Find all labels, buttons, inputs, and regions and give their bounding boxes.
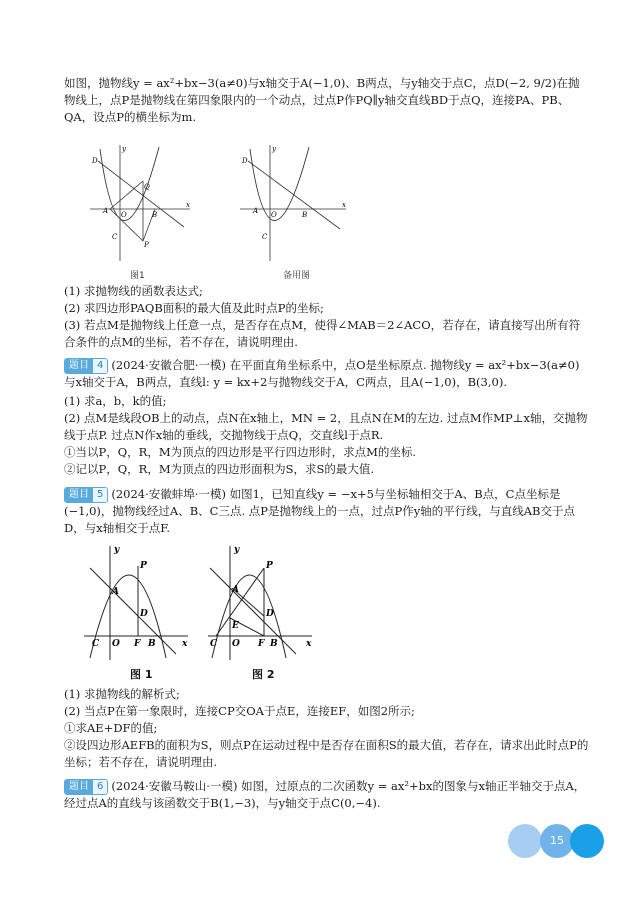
problem3-question-1: (1) 求抛物线的函数表达式;	[64, 284, 203, 298]
problem3-figure-2-caption: 备用图	[283, 271, 311, 281]
label-d: D	[92, 157, 98, 165]
problem3-figure-1-caption: 图1	[130, 271, 145, 281]
problem5-figure-1	[80, 542, 192, 662]
label-c: C	[112, 233, 118, 241]
problem5-question-2: (2) 当点P在第一象限时，连接CP交OA于点E，连接EF，如图2所示;	[64, 704, 415, 718]
problem5-question-2b: ②设四边形AEFB的面积为S，则点P在运动过程中是否存在面积S的最大值，若存在，请求出此时点P的坐标；若不存在，请说明理由.	[64, 738, 589, 769]
label-o: O	[232, 639, 240, 649]
label-x: x	[306, 639, 312, 649]
problem3-figure-2	[236, 143, 352, 265]
label-y: y	[272, 145, 276, 153]
label-b: B	[302, 211, 308, 219]
problem3-question-3: (3) 若点M是抛物线上任意一点，是否存在点M，使得∠MAB＝2∠ACO，若存在，请直接写出所有符合条件的点M的坐标，若不存在，请说明理由.	[64, 318, 581, 349]
page-number: 15	[550, 834, 564, 847]
line-ab	[210, 568, 296, 654]
label-o: O	[121, 211, 127, 219]
label-d: D	[140, 609, 148, 619]
label-c: C	[210, 639, 218, 649]
label-y: y	[234, 545, 240, 555]
label-d: D	[242, 157, 248, 165]
label-x: x	[186, 201, 190, 209]
problem5-question-1: (1) 求抛物线的解析式;	[64, 687, 180, 701]
problem5-intro: 题目 5 (2024·安徽蚌埠·一模) 如图1，已知直线y = −x+5与坐标轴相交于A、B点，C点坐标是(−1,0)，抛物线经过A、B、C三点. 点P是抛物线上的一点，过点P作y轴的平行线，与直线AB交于点D，与x轴相交于点F.	[64, 487, 575, 535]
label-f: F	[258, 639, 265, 649]
problem5-figure-2-caption: 图 2	[252, 668, 275, 681]
label-a: A	[232, 585, 239, 595]
label-y: y	[122, 145, 126, 153]
label-p: P	[140, 561, 147, 571]
segment-qa	[110, 181, 143, 209]
label-b: B	[270, 639, 278, 649]
parabola	[250, 147, 309, 221]
label-x: x	[182, 639, 188, 649]
label-d: D	[266, 609, 274, 619]
problem5-badge: 题目 5	[64, 487, 108, 503]
label-b: B	[148, 639, 156, 649]
label-o: O	[271, 211, 277, 219]
label-c: C	[262, 233, 268, 241]
label-p: P	[144, 241, 149, 249]
problem4-question-1: (1) 求a，b，k的值;	[64, 394, 167, 408]
problem5-question-2a: ①求AE+DF的值;	[64, 721, 158, 735]
label-x: x	[342, 201, 346, 209]
footer-circle-light	[508, 824, 542, 858]
line-bd	[248, 161, 340, 229]
label-q: Q	[144, 183, 150, 191]
line-ab	[90, 568, 176, 654]
label-a: A	[112, 587, 119, 597]
footer-circle-dark	[570, 824, 604, 858]
label-c: C	[92, 639, 100, 649]
problem3-question-2: (2) 求四边形PAQB面积的最大值及此时点P的坐标;	[64, 301, 324, 315]
label-e: E	[232, 621, 239, 631]
problem4-question-2: (2) 点M是线段OB上的动点，点N在x轴上，MN = 2，且点N在M的左边. 过点M作MP⊥x轴，交抛物线于点P. 过点N作x轴的垂线，交抛物线于点Q，交直线l于点R.	[64, 411, 588, 442]
problem3-figure-1	[86, 143, 196, 265]
label-b: B	[152, 211, 158, 219]
problem6-badge: 题目 6	[64, 779, 108, 795]
problem4-question-2a: ①当以P，Q，R，M为顶点的四边形是平行四边形时，求点M的坐标.	[64, 445, 417, 459]
parabola	[100, 147, 159, 221]
segment-cp	[216, 568, 264, 636]
problem4-badge: 题目 4	[64, 358, 108, 374]
problem3-intro: 如图，抛物线y = ax²+bx−3(a≠0)与x轴交于A(−1,0)、B两点，与y轴交于点C，点D(−2, 9/2)在抛物线上，点P是抛物线在第四象限内的一个动点，过点P作PQ∥y轴交直线BD于点Q，连接PA、PB、QA，设点P的横坐标为m.	[64, 76, 580, 124]
problem5-figure-2	[204, 542, 316, 662]
problem4-question-2b: ②记以P，Q，R，M为顶点的四边形面积为S，求S的最大值.	[64, 462, 375, 476]
problem4-intro: 题目 4 (2024·安徽合肥·一模) 在平面直角坐标系中，点O是坐标原点. 抛物线y = ax²+bx−3(a≠0)与x轴交于A，B两点，直线l: y = kx+2与抛物线交于A，C两点，且A(−1,0)，B(3,0).	[64, 358, 580, 389]
label-y: y	[114, 545, 120, 555]
line-bd	[98, 161, 184, 227]
label-a: A	[253, 207, 259, 215]
label-p: P	[266, 561, 273, 571]
problem5-figure-1-caption: 图 1	[130, 668, 153, 681]
label-o: O	[112, 639, 120, 649]
problem6-intro: 题目 6 (2024·安徽马鞍山·一模) 如图，过原点的二次函数y = ax²+bx的图象与x轴正半轴交于点A，经过点A的直线与该函数交于B(1,−3)，与y轴交于点C(0,−4).	[64, 779, 586, 810]
label-a: A	[103, 207, 109, 215]
label-f: F	[134, 639, 141, 649]
